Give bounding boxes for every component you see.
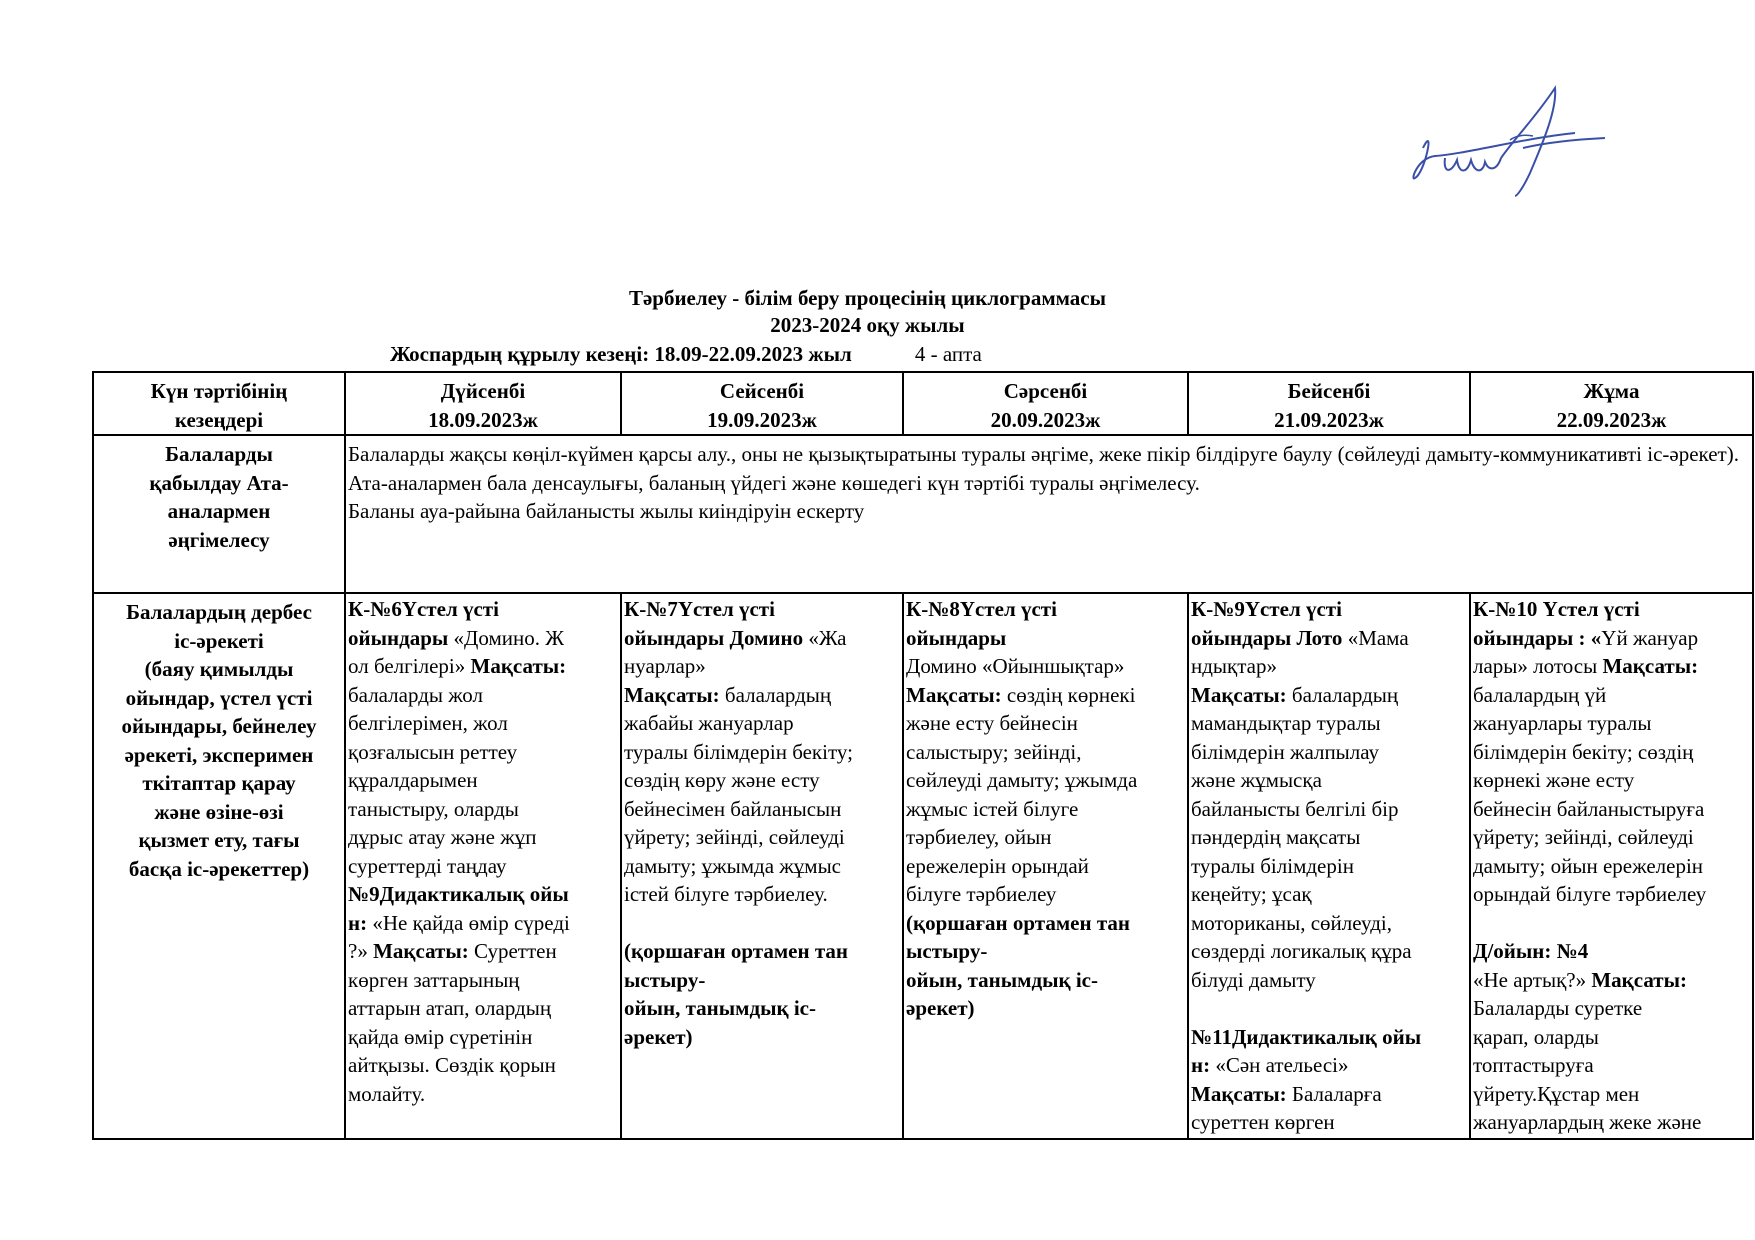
goal-label: Мақсаты: [624,682,720,707]
goal-label: Мақсаты: [1191,1081,1287,1106]
goal-text: Суреттен көрген заттарының аттарын атап, олардың қайда өмір сүретінін айтқызы. Сөздік қорын молайту. [348,939,557,1106]
goal-text: Балаларды суретке қарап, оларды топтастыруға үйрету.Құстар мен жануарлардың жеке және [1473,996,1702,1134]
game-title: К-№8Үстел үсті ойындары [906,597,1057,650]
day-header-thursday [1188,372,1470,435]
game-name: «Сән ательесі» [1215,1053,1349,1077]
day-header-monday [345,372,621,435]
day-date: 19.09.2023ж [707,407,817,432]
activity-area: (қоршаған ортамен тан ыстыру- ойын, танымдық іс- әрекет) [624,939,849,1049]
goal-label: Мақсаты: [1597,654,1699,678]
day-name: Дүйсенбі [440,379,526,403]
game-title: К-№6Үстел үсті ойындары [348,597,499,650]
reception-row-content [345,435,1753,593]
day-date: 18.09.2023ж [428,407,538,432]
plan-period [390,341,982,368]
goal-label: Мақсаты: [1191,682,1287,707]
academic-year: 2023-2024 оқу жылы [770,313,965,337]
game-name: «Мама ндықтар» [1191,625,1409,678]
game-name: Домино «Ойыншықтар» [906,654,1125,678]
document-title: Тәрбиелеу - білім беру процесінің циклограммасы [628,286,1107,310]
activity-cell-friday [1470,593,1753,1139]
reception-line: Баланы ауа-райына байланысты жылы киіндіруін ескерту [348,499,865,523]
reception-line: Балаларды жақсы көңіл-күймен қарсы алу., оны не қызықтыратыны туралы әңгіме, жеке пікір білдіруге баулу (сөйлеуді дамыту-коммуникативті іс-әрекет). [348,442,1739,466]
game-name: «Жа нуарлар» [624,625,847,678]
week-label: 4 - апта [914,342,982,366]
day-name: Сейсенбі [719,379,805,403]
goal-text: балалардың мамандықтар туралы білімдерін жалпылау және жұмысқа байланысты белгілі бір пәндердің мақсаты туралы білімдерін кеңейту; ұсақ моториканы, сөйлеуді, сөздерді логикалық құра білуді дамыту [1191,682,1412,992]
day-date: 21.09.2023ж [1274,407,1384,432]
reception-row [93,435,1753,593]
activity-area: (қоршаған ортамен тан ыстыру- ойын, танымдық іс- әрекет) [906,910,1131,1020]
period-label: Жоспардың құрылу кезеңі [390,342,643,366]
day-date: 22.09.2023ж [1556,407,1667,432]
game-name: «Не қайда өмір сүреді ?» [348,910,570,963]
header-row [93,372,1753,435]
day-name: Сәрсенбі [1003,379,1088,403]
goal-label: Мақсаты: [367,939,469,963]
goal-text: балалардың жабайы жануарлар туралы білімдерін бекіту; сөздің көру және есту бейнесімен байланысын үйрету; зейінді, сөйлеуді дамыту; ұжымда жұмыс істей білуге тәрбиелеу. [624,682,853,906]
reception-row-label: Балаларды қабылдау Ата- аналармен әңгімелесу [93,435,345,593]
reception-line: Ата-аналармен бала денсаулығы, баланың үйдегі және көшедегі күн тәртібі туралы әңгімелесу. [348,470,1200,495]
goal-label: Мақсаты: [906,682,1002,707]
activity-cell-wednesday [903,593,1188,1139]
goal-label: Мақсаты: [465,654,567,678]
day-date: 20.09.2023ж [990,407,1101,432]
goal-text: балалардың үй жануарлары туралы білімдерін бекіту; сөздің көрнекі және есту бейнесін байланыстыруға үйрету; зейінді, сөйлеуді дамыту; ойын ережелерін орындай білуге тәрбиелеу [1473,682,1707,906]
activity-cell-monday [345,593,621,1139]
game-title: №11Дидактикалық ойы н: [1191,1024,1422,1077]
corner-header: Күн тәртібінің кезеңдері [93,372,345,435]
game-title: К-№10 Үстел үсті ойындары : « [1473,597,1640,650]
goal-text: сөздің көрнекі және есту бейнесін салыстыру; зейінді, сөйлеуді дамыту; ұжымда жұмыс істей білуге тәрбиелеу, ойын ережелерін орындай білуге тәрбиелеу [906,682,1138,906]
game-title: К-№9Үстел үсті ойындары Лото [1191,597,1343,650]
game-name: «Домино. Ж ол белгілері» [348,625,565,678]
activity-row [93,593,1753,1139]
day-header-tuesday [621,372,903,435]
game-name: Үй жануар лары» лотосы [1473,625,1699,678]
activity-cell-tuesday [621,593,903,1139]
game-name: «Не артық?» [1473,967,1587,992]
activity-cell-thursday [1188,593,1470,1139]
cyclogram-table [92,371,1754,1140]
day-header-wednesday [903,372,1188,435]
game-title: К-№7Үстел үсті ойындары Домино [624,597,804,650]
goal-text: Балаларға суреттен көрген [1191,1081,1382,1134]
goal-label: Мақсаты: [1586,967,1688,992]
period-value: : 18.09-22.09.2023 жыл [642,342,852,366]
goal-text: балаларды жол белгілерімен, жол қозғалысын реттеу құралдарымен таныстыру, оларды дұрыс атау және жұп суреттерді таңдау [348,682,537,878]
activity-row-label: Балалардың дербес іс-әрекеті (баяу қимылды ойындар, үстел үсті ойындары, бейнелеу әрекеті, эксперимен ткітаптар қарау және өзіне-өзі қызмет ету, тағы басқа іс-әрекеттер) [93,593,345,1139]
day-name: Бейсенбі [1287,379,1371,403]
game-title: №9Дидактикалық ойы н: [348,882,569,935]
game-title: Д/ойын: №4 [1473,939,1589,963]
day-header-friday [1470,372,1753,435]
day-name: Жұма [1583,379,1640,403]
signature-image [1405,78,1620,203]
